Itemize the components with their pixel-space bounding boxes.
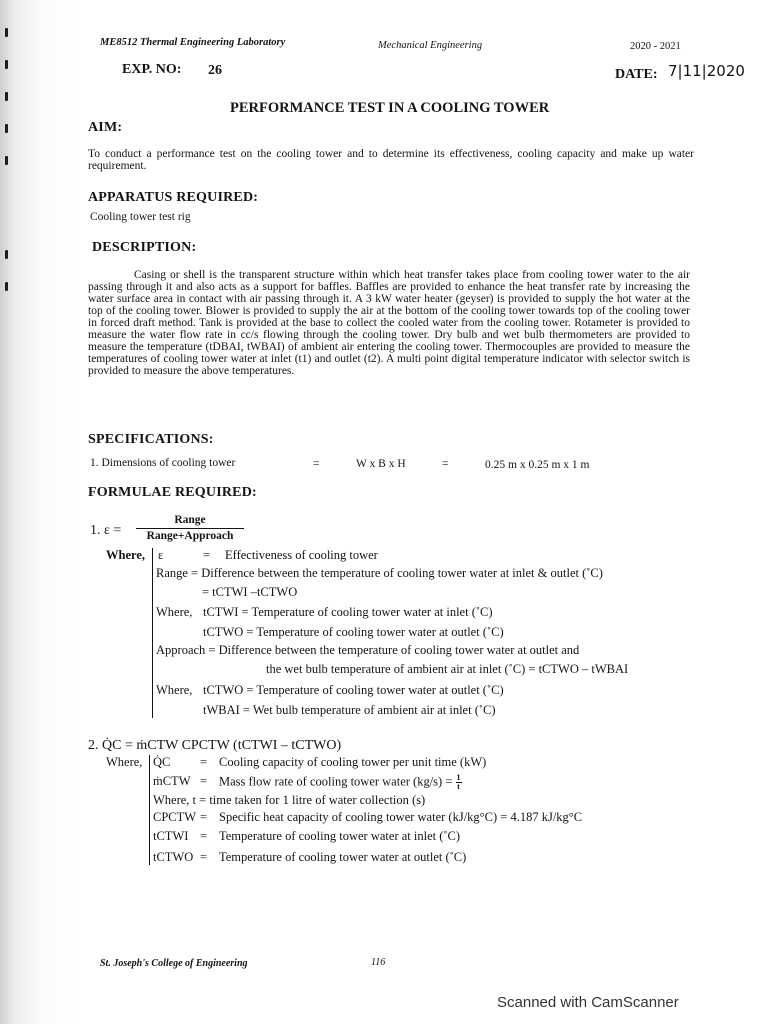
cp-symbol: CPCTW [153, 810, 197, 824]
spec-item-label: 1. Dimensions of cooling tower [90, 457, 236, 469]
tctwi-symbol: tCTWI [153, 829, 189, 843]
formula1-numerator: Range [174, 514, 206, 526]
epsilon-equals: = [203, 548, 211, 562]
formulae-heading: FORMULAE REQUIRED: [88, 485, 257, 500]
tctwi-definition: tCTWI = Temperature of cooling tower water at inlet (˚C) [203, 605, 493, 619]
footer-page-number: 116 [371, 957, 386, 968]
epsilon-symbol: ε [158, 548, 164, 562]
where-label-2: Where, [156, 605, 193, 619]
formula1-fraction [136, 514, 244, 542]
tctwi-equals: = [200, 829, 208, 843]
tctwo-symbol: tCTWO [153, 850, 194, 864]
approach-continued: the wet bulb temperature of ambient air at inlet (˚C) = tCTWO – tWBAI [266, 662, 629, 676]
tctwo-definition-3: Temperature of cooling tower water at outlet (˚C) [219, 850, 467, 864]
spec-equals-2: = [442, 458, 449, 470]
qc-symbol: Q̇C [153, 755, 171, 769]
range-formula: = tCTWI –tCTWO [202, 585, 298, 599]
epsilon-definition: Effectiveness of cooling tower [225, 548, 378, 562]
binding-edge-mark [5, 28, 8, 37]
tctwo-definition: tCTWO = Temperature of cooling tower water at outlet (˚C) [203, 625, 504, 639]
binding-edge-mark [5, 156, 8, 165]
description-text: Casing or shell is the transparent structure within which heat transfer takes place from cooling tower water to the air passing through it and also acts as a support for baffles. Baffles are provided to enhance the heat transfer rate by increasing the water surface area in contact with air passing through it. A 3 kW water heater (geyser) is provided to supply the hot water at the top of the cooling tower. Blower is provided to supply the air at the bottom of the cooling tower towards top of the cooling tower in forced draft method. Tank is provided at the base to collect the cooled water from the cooling tower. Rotameter is provided to measure the water flow rate in cc/s flowing through the cooling tower. Dry bulb and wet bulb thermometers are provided to measure the temperature (tDBAI, tWBAI) of ambient air entering the cooling tower. Thermocouples are provided to measure the temperatures of cooling tower water at inlet (t1) and outlet (t2). A multi point digital temperature indicator with selector switch is provided to measure the above temperatures. [88, 269, 690, 378]
mctw-symbol: ṁCTW [153, 774, 191, 788]
mctw-definition: Mass flow rate of cooling tower water (kg/s) = [219, 774, 453, 789]
header-course: ME8512 Thermal Engineering Laboratory [100, 37, 286, 48]
range-definition: Range = Difference between the temperature of cooling tower water at inlet & outlet (˚C) [156, 566, 603, 580]
mctw-definition-row [219, 774, 462, 791]
qc-definition: Cooling capacity of cooling tower per unit time (kW) [219, 755, 487, 769]
description-heading: DESCRIPTION: [92, 240, 197, 255]
mctw-fraction [456, 774, 462, 791]
header-department: Mechanical Engineering [378, 40, 483, 51]
mctw-fraction-denominator: t [457, 782, 460, 791]
aim-text: To conduct a performance test on the cooling tower and to determine its effectiveness, cooling capacity and make up water requirement. [88, 148, 694, 173]
where-bracket-1 [152, 548, 153, 718]
where-bracket-2 [149, 755, 150, 865]
approach-definition: Approach = Difference between the temperature of cooling tower water at outlet and [156, 643, 580, 657]
camscanner-watermark: Scanned with CamScanner [497, 994, 679, 1011]
exp-no-value: 26 [208, 63, 222, 78]
binding-edge-mark [5, 92, 8, 101]
formula2-lhs: 2. Q̇C = ṁCTW CPCTW (tCTWI – tCTWO) [88, 738, 342, 753]
mctw-equals: = [200, 774, 208, 788]
page-title: PERFORMANCE TEST IN A COOLING TOWER [230, 100, 550, 116]
formula1-where: Where, [106, 548, 145, 562]
exp-no-label: EXP. NO: [122, 62, 182, 77]
apparatus-heading: APPARATUS REQUIRED: [88, 190, 259, 205]
spec-dims: W x B x H [356, 458, 406, 470]
cp-definition: Specific heat capacity of cooling tower water (kJ/kg°C) = 4.187 kJ/kg°C [219, 810, 583, 824]
formula1-lhs: 1. ε = [90, 523, 122, 538]
tctwo-definition-2: tCTWO = Temperature of cooling tower water at outlet (˚C) [203, 683, 504, 697]
footer-college: St. Joseph's College of Engineering [100, 958, 248, 969]
twbai-definition: tWBAI = Wet bulb temperature of ambient air at inlet (˚C) [203, 703, 496, 717]
tctwi-definition-2: Temperature of cooling tower water at inlet (˚C) [219, 829, 461, 843]
date-label: DATE: [615, 67, 658, 82]
cp-equals: = [200, 810, 208, 824]
formula1-denominator: Range+Approach [146, 530, 234, 542]
qc-equals: = [200, 755, 208, 769]
spec-value: 0.25 m x 0.25 m x 1 m [485, 459, 590, 471]
binding-edge-mark [5, 124, 8, 133]
date-handwritten: 7|11|2020 [668, 62, 745, 80]
time-definition: Where, t = time taken for 1 litre of water collection (s) [153, 793, 426, 807]
where-label-3: Where, [156, 683, 193, 697]
binding-edge-mark [5, 282, 8, 291]
binding-edge-mark [5, 250, 8, 259]
aim-heading: AIM: [88, 120, 123, 135]
header-year: 2020 - 2021 [630, 41, 681, 52]
specifications-heading: SPECIFICATIONS: [88, 432, 214, 447]
formula2-where: Where, [106, 755, 143, 769]
spec-equals-1: = [313, 458, 320, 470]
apparatus-text: Cooling tower test rig [90, 211, 191, 223]
tctwo-equals: = [200, 850, 208, 864]
binding-edge-mark [5, 60, 8, 69]
mctw-fraction-numerator: 1 [456, 773, 461, 782]
